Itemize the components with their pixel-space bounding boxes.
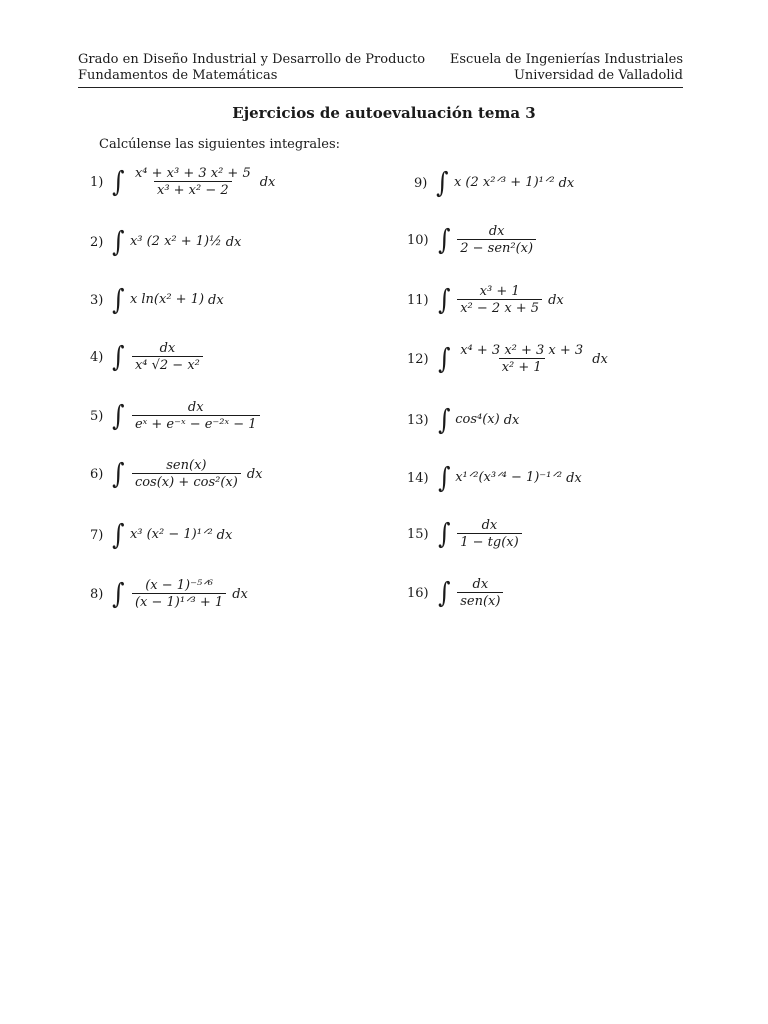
course-name: Fundamentos de Matemáticas (78, 68, 278, 83)
differential: dx (208, 292, 224, 308)
exercise-number: 1) (90, 174, 104, 190)
page-title: Ejercicios de autoevaluación tema 3 (232, 104, 536, 122)
fraction (132, 400, 260, 432)
denominator: (x − 1)¹ᐟ³ + 1 (132, 593, 226, 610)
denominator: x⁴ √2 − x² (132, 356, 203, 373)
differential: dx (259, 174, 276, 190)
denominator: 1 − tg(x) (457, 533, 521, 550)
exercise-number: 12) (407, 351, 429, 367)
exercise-3 (90, 283, 224, 316)
integral-sign-icon: ∫ (437, 342, 451, 375)
exercise-number: 13) (407, 412, 429, 428)
integrand: x³ (x² − 1)¹ᐟ² (129, 527, 213, 542)
numerator: sen(x) (166, 458, 207, 473)
fraction (457, 224, 536, 256)
integral-sign-icon: ∫ (112, 457, 125, 490)
integral-sign-icon: ∫ (437, 517, 451, 550)
denominator: x² − 2 x + 5 (457, 299, 542, 316)
exercise-7 (90, 518, 233, 551)
integrand: x ln(x² + 1) (129, 292, 205, 307)
exercise-8 (90, 578, 248, 610)
integral-sign-icon: ∫ (112, 577, 125, 610)
exercise-number: 4) (90, 349, 104, 365)
denominator: cos(x) + cos²(x) (132, 473, 241, 490)
denominator: x³ + x² − 2 (154, 181, 232, 198)
header-divider (78, 87, 683, 88)
differential: dx (232, 586, 248, 602)
fraction (132, 341, 203, 373)
integral-sign-icon: ∫ (436, 166, 449, 199)
differential: dx (246, 466, 263, 482)
integrand: cos⁴(x) (455, 412, 500, 427)
exercise-number: 16) (407, 585, 429, 601)
numerator: dx (488, 224, 505, 239)
exercise-number: 6) (90, 466, 104, 482)
integral-sign-icon: ∫ (112, 340, 125, 373)
differential: dx (566, 470, 582, 486)
fraction (457, 284, 542, 316)
numerator: dx (481, 518, 498, 533)
university-name: Universidad de Valladolid (513, 68, 683, 83)
fraction (457, 518, 521, 550)
numerator: dx (187, 400, 204, 415)
degree-name: Grado en Diseño Industrial y Desarrollo de Producto (78, 52, 426, 67)
exercise-number: 15) (407, 526, 429, 542)
fraction (132, 458, 241, 490)
exercise-9 (414, 166, 575, 199)
integrand: x³ (2 x² + 1)½ (129, 234, 222, 249)
differential: dx (558, 175, 575, 191)
integral-sign-icon: ∫ (112, 518, 125, 551)
exercise-number: 3) (90, 292, 104, 308)
exercise-12 (407, 343, 608, 375)
header-right (450, 52, 683, 84)
integrand: x¹ᐟ²(x³ᐟ⁴ − 1)⁻¹ᐟ² (455, 470, 563, 485)
differential: dx (503, 412, 520, 428)
numerator: x⁴ + 3 x² + 3 x + 3 (460, 343, 584, 358)
integral-sign-icon: ∫ (112, 283, 125, 316)
integral-sign-icon: ∫ (437, 403, 451, 436)
exercise-number: 10) (407, 232, 429, 248)
fraction (132, 166, 254, 198)
numerator: dx (159, 341, 176, 356)
denominator: x² + 1 (499, 358, 545, 375)
numerator: x³ + 1 (479, 284, 520, 299)
exercise-4 (90, 341, 205, 373)
differential: dx (216, 527, 233, 543)
fraction (457, 577, 503, 609)
exercise-13 (407, 403, 520, 436)
exercise-number: 14) (407, 470, 429, 486)
exercise-14 (407, 461, 582, 494)
exercise-16 (407, 577, 505, 609)
exercise-2 (90, 225, 242, 258)
integral-sign-icon: ∫ (112, 399, 125, 432)
differential: dx (548, 292, 564, 308)
fraction (457, 343, 586, 375)
integrand: x (2 x²ᐟ³ + 1)¹ᐟ² (453, 175, 555, 190)
integral-sign-icon: ∫ (112, 225, 125, 258)
integral-sign-icon: ∫ (437, 576, 451, 609)
denominator: 2 − sen²(x) (457, 239, 536, 256)
header-left (78, 52, 425, 84)
exercise-number: 2) (90, 234, 104, 250)
numerator: x⁴ + x³ + 3 x² + 5 (134, 166, 251, 181)
numerator: dx (472, 577, 489, 592)
differential: dx (592, 351, 608, 367)
exercise-number: 8) (90, 586, 104, 602)
numerator: (x − 1)⁻⁵ᐟ⁶ (145, 578, 213, 593)
integral-sign-icon: ∫ (112, 165, 125, 198)
differential: dx (225, 234, 242, 250)
exercise-5 (90, 400, 262, 432)
instructions: Calcúlense las siguientes integrales: (99, 137, 341, 152)
exercise-number: 9) (414, 175, 428, 191)
exercise-number: 11) (407, 292, 429, 308)
integral-sign-icon: ∫ (437, 223, 451, 256)
school-name: Escuela de Ingenierías Industriales (449, 52, 683, 67)
integral-sign-icon: ∫ (437, 461, 451, 494)
exercise-11 (407, 284, 564, 316)
exercise-1 (90, 166, 275, 198)
exercise-number: 7) (90, 527, 104, 543)
exercise-6 (90, 458, 262, 490)
exercise-number: 5) (90, 408, 104, 424)
exercise-15 (407, 518, 524, 550)
fraction (132, 578, 226, 610)
denominator: sen(x) (457, 592, 503, 609)
exercise-10 (407, 224, 538, 256)
denominator: eˣ + e⁻ˣ − e⁻²ˣ − 1 (132, 415, 260, 432)
integral-sign-icon: ∫ (437, 283, 451, 316)
